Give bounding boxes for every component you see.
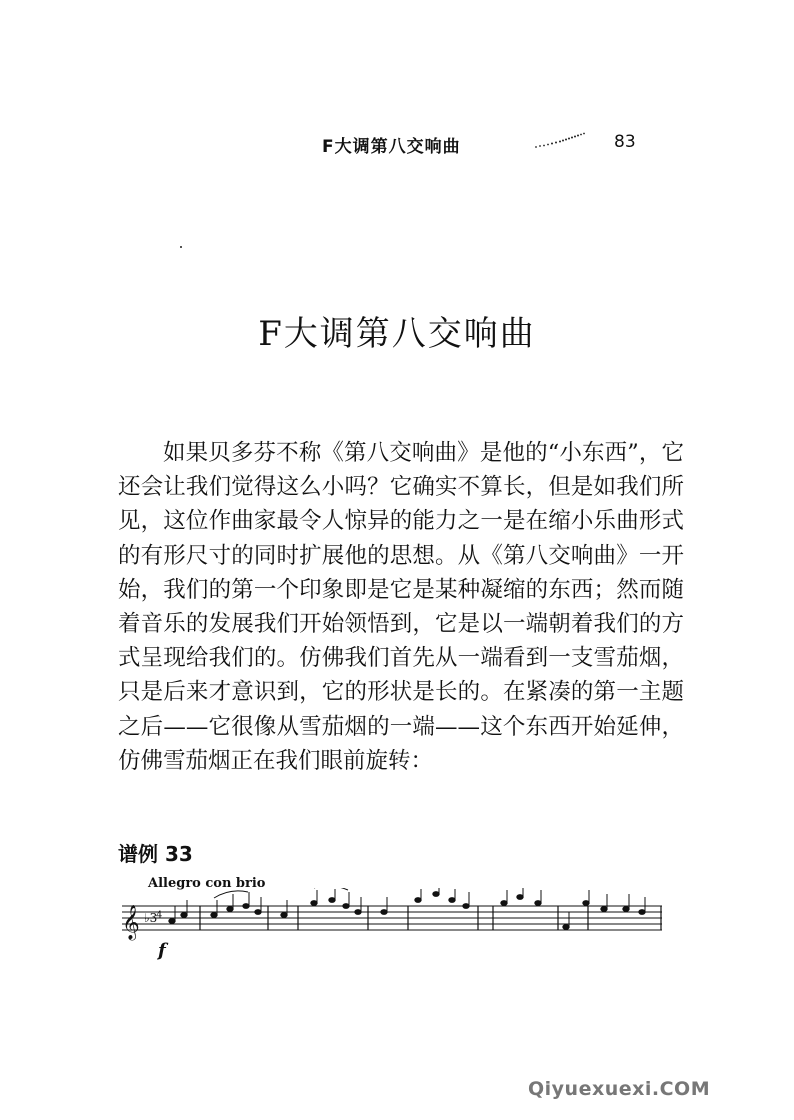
paragraph: 如果贝多芬不称《第八交响曲》是他的“小东西”，它还会让我们觉得这么小吗？它确实不算长，但是如我们所见，这位作曲家最令人惊异的能力之一是在缩小乐曲形式的有形尺寸的同时扩展他的思想。从《第八交响曲》一开始，我们的第一个印象即是它是某种凝缩的东西；然而随着音乐的发展我们开始领悟到，它是以一端朝着我们的方式呈现给我们的。仿佛我们首先从一端看到一支雪茄烟，只是后来才意识到，它的形状是长的。在紧凑的第一主题之后——它很像从雪茄烟的一端——这个东西开始延伸，仿佛雪茄烟正在我们眼前旋转： bbox=[118, 440, 684, 774]
dynamic-marking: f bbox=[158, 940, 166, 960]
page-number: 83 bbox=[614, 132, 636, 152]
running-header-title: F大调第八交响曲 bbox=[322, 137, 461, 157]
stray-mark bbox=[180, 246, 182, 248]
svg-text:𝄞: 𝄞 bbox=[122, 905, 140, 940]
svg-text:4: 4 bbox=[156, 910, 163, 921]
tempo-marking: Allegro con brio bbox=[148, 876, 266, 891]
watermark: Qiyuexuexi.COM bbox=[528, 1078, 711, 1100]
decorative-dots bbox=[534, 128, 594, 150]
music-score-excerpt bbox=[118, 888, 666, 960]
svg-text:♭3: ♭3 bbox=[144, 911, 158, 925]
chapter-title: F大调第八交响曲 bbox=[258, 314, 536, 354]
example-label: 谱例 33 bbox=[118, 842, 193, 866]
body-text bbox=[118, 436, 684, 778]
